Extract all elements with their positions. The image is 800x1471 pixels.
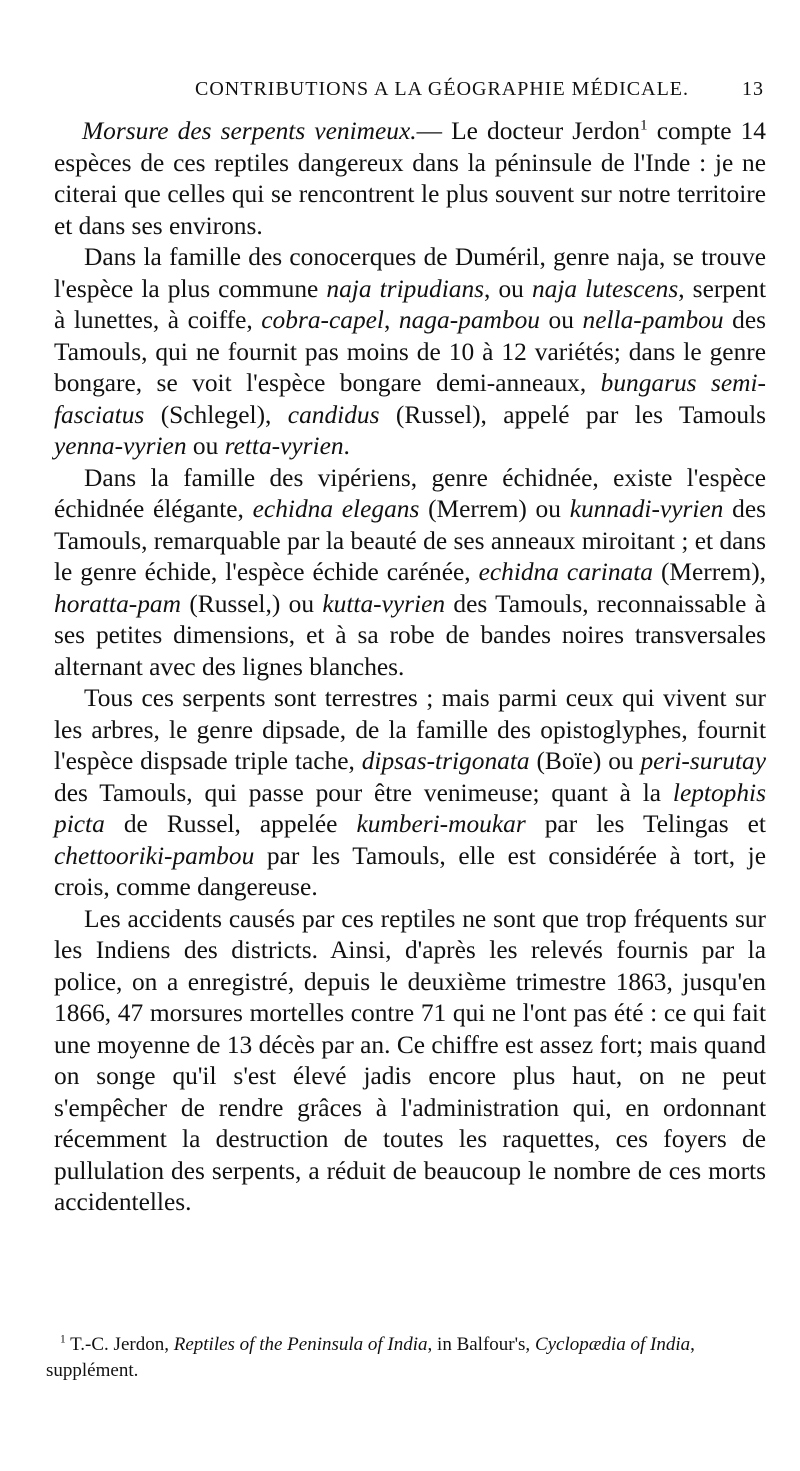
text-run: Les accidents causés par ces reptiles ne sont que trop fréquents sur les Indiens des districts. Ainsi, d'après les relevés fournis par la police, on a enregistré, depuis le deuxième trimestre 1863, jusqu'en 1866, 47 morsures mortelles contre 71 qui ne l'ont pas été : ce qui fait une moyenne de 13 décès par an. Ce chiffre est assez fort; mais quand on songe qu'il s'est élevé jadis encore plus haut, on ne peut s'empêcher de rendre grâces à l'administration qui, en ordonnant récemment la destruction de toutes les raquettes, ces foyers de pullulation des serpents, a réduit de beaucoup le nombre de ces morts accidentelles. (54, 904, 766, 1216)
italic-term: yenna-vyrien (54, 432, 187, 460)
italic-term: peri-surutay (640, 747, 766, 775)
paragraph (54, 116, 766, 242)
running-title: CONTRIBUTIONS A LA GÉOGRAPHIE MÉDICALE. (195, 77, 689, 100)
italic-term: Cyclopædia of India (534, 1334, 691, 1355)
text-run: (Schlegel), (144, 400, 288, 429)
text-run: (Boïe) ou (529, 747, 641, 775)
italic-term: horatta-pam (54, 589, 181, 618)
paragraph (54, 242, 766, 463)
text-run: (Merrem), (652, 558, 766, 586)
italic-term: chettooriki-pambou (54, 841, 255, 870)
text-run: (Merrem) ou (419, 495, 570, 523)
text-run: compte 14 espèces de ces reptiles dangereux dans la péninsule de l'Inde : je ne citerai que celles qui se rencontrent le plus souvent sur notre territoire et dans ses environs. (54, 117, 766, 240)
footnote (46, 1332, 766, 1384)
italic-term: kunnadi-vyrien (569, 495, 724, 523)
italic-term: Reptiles of the Peninsula of India (173, 1334, 428, 1355)
italic-term: cobra-capel (261, 306, 384, 334)
text-run: Dans la famille des vipériens, genre échidnée, existe l'espèce échidnée élégante, (54, 463, 766, 523)
italic-term: Morsure des serpents venimeux. (82, 117, 417, 145)
text-run: T.-C. Jerdon, (65, 1334, 174, 1355)
text-run: par les Telingas et (525, 810, 766, 838)
text-run: Dans la famille des conocerques de Duméril, genre naja, se trouve l'espèce la plus commune (54, 243, 766, 303)
italic-term: retta-vyrien (224, 432, 344, 460)
text-run: Tous ces serpents sont terrestres ; mais parmi ceux qui vivent sur les arbres, le genre dipsade, de la famille des opistoglyphes, fournit l'espèce dispsade triple tache, (54, 684, 766, 775)
italic-term: kutta-vyrien (322, 589, 446, 618)
text-run: , serpent à lunettes, à coiffe, (54, 274, 767, 334)
text-run: . (343, 432, 350, 460)
italic-term: nella-pambou (582, 306, 724, 334)
text-run: , supplément. (46, 1334, 695, 1381)
italic-term: candidus (287, 400, 380, 429)
running-header (160, 74, 764, 104)
page-number: 13 (742, 77, 764, 100)
text-run: des Tamouls, qui ne fournit pas moins de 10 à 12 variétés; dans le genre bongare, se voit l'espèce bongare demi-anneaux, (54, 306, 767, 397)
italic-term: dipsas-trigonata (361, 747, 530, 775)
italic-term: kumberi-moukar (356, 810, 526, 838)
text-run: des Tamouls, remarquable par la beauté de ses anneaux miroitant ; et dans le genre échide, l'espèce échide carénée, (54, 495, 766, 586)
italic-term: naga-pambou (398, 306, 540, 334)
text-run: , in Balfour's, (427, 1334, 535, 1355)
paragraph (54, 683, 766, 904)
italic-term: echidna elegans (252, 495, 420, 523)
footnote-marker: 1 (60, 1333, 66, 1346)
italic-term: naja lutescens (531, 274, 679, 303)
text-run: des Tamouls, qui passe pour être venimeuse; quant à la (54, 778, 673, 807)
text-run: , (383, 306, 399, 334)
text-run: — Le docteur Jerdon (416, 117, 640, 145)
paragraph (54, 904, 766, 1219)
body-text (54, 116, 766, 1219)
text-run: de Russel, appelée (104, 810, 357, 838)
text-run: ou (539, 306, 583, 334)
text-run: (Russel), appelé par les Tamouls (379, 400, 767, 429)
paragraph (54, 463, 766, 684)
italic-term: echidna carinata (478, 558, 653, 586)
text-run: , ou (484, 274, 532, 303)
text-run: par les Tamouls, elle est considérée à tort, je crois, comme dangereuse. (54, 841, 766, 901)
text-run: des Tamouls, reconnaissable à ses petites dimensions, et à sa robe de bandes noires transversales alternant avec des lignes blanches. (54, 589, 766, 681)
italic-term: naja tripudians (326, 274, 485, 303)
text-run: ou (186, 432, 225, 460)
footnote-marker: 1 (639, 116, 648, 134)
footnotes (46, 1332, 766, 1384)
italic-term: leptophis picta (54, 778, 766, 838)
text-run: (Russel,) ou (180, 589, 323, 618)
italic-term: bungarus semi-fasciatus (54, 369, 766, 429)
